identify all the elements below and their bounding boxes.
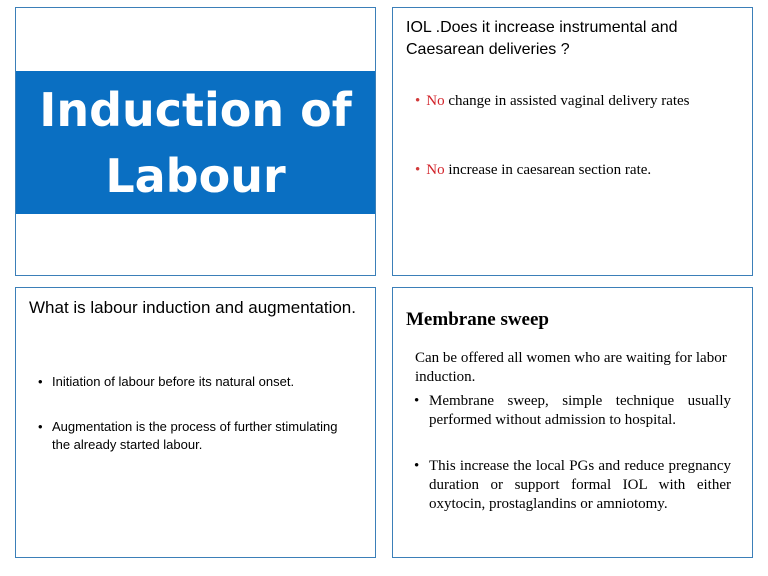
bullet-icon: • — [414, 393, 420, 409]
bullet-item — [413, 392, 731, 430]
bullet-icon: • — [38, 419, 43, 434]
bullet-text: increase in caesarean section rate. — [444, 162, 652, 178]
bullet-item — [415, 92, 735, 111]
bullet-text: Augmentation is the process of further stimulating the already started labour. — [52, 419, 338, 452]
bullet-item — [36, 418, 356, 454]
bullet-icon: • — [415, 93, 421, 109]
bullet-highlight: No — [426, 162, 445, 178]
slide-membrane-sweep — [392, 287, 753, 558]
slide-heading: IOL .Does it increase instrumental and Caesarean deliveries ? — [406, 19, 678, 58]
slide-definition — [15, 287, 376, 558]
bullet-text: This increase the local PGs and reduce pregnancy duration or support formal IOL with either oxytocin, prostaglandins or amniotomy. — [429, 458, 731, 512]
bullet-icon: • — [415, 162, 421, 178]
bullet-icon: • — [38, 374, 43, 389]
slide-iol-deliveries — [392, 7, 753, 276]
slide-title-text: Induction of Labour — [39, 82, 352, 203]
bullet-item — [413, 457, 731, 514]
slide-intro: Can be offered all women who are waiting for labor induction. — [415, 350, 727, 385]
slide-heading: What is labour induction and augmentation. — [29, 298, 356, 317]
slide-heading: Membrane sweep — [406, 309, 549, 330]
bullet-text: Membrane sweep, simple technique usually performed without admission to hospital. — [429, 393, 731, 428]
bullet-item — [415, 161, 735, 180]
slide-title — [15, 7, 376, 276]
bullet-text: Initiation of labour before its natural onset. — [52, 374, 295, 389]
bullet-text: change in assisted vaginal delivery rates — [444, 93, 690, 109]
bullet-item — [36, 373, 356, 391]
bullet-icon: • — [414, 458, 420, 474]
bullet-highlight: No — [426, 93, 445, 109]
title-band — [16, 71, 375, 214]
